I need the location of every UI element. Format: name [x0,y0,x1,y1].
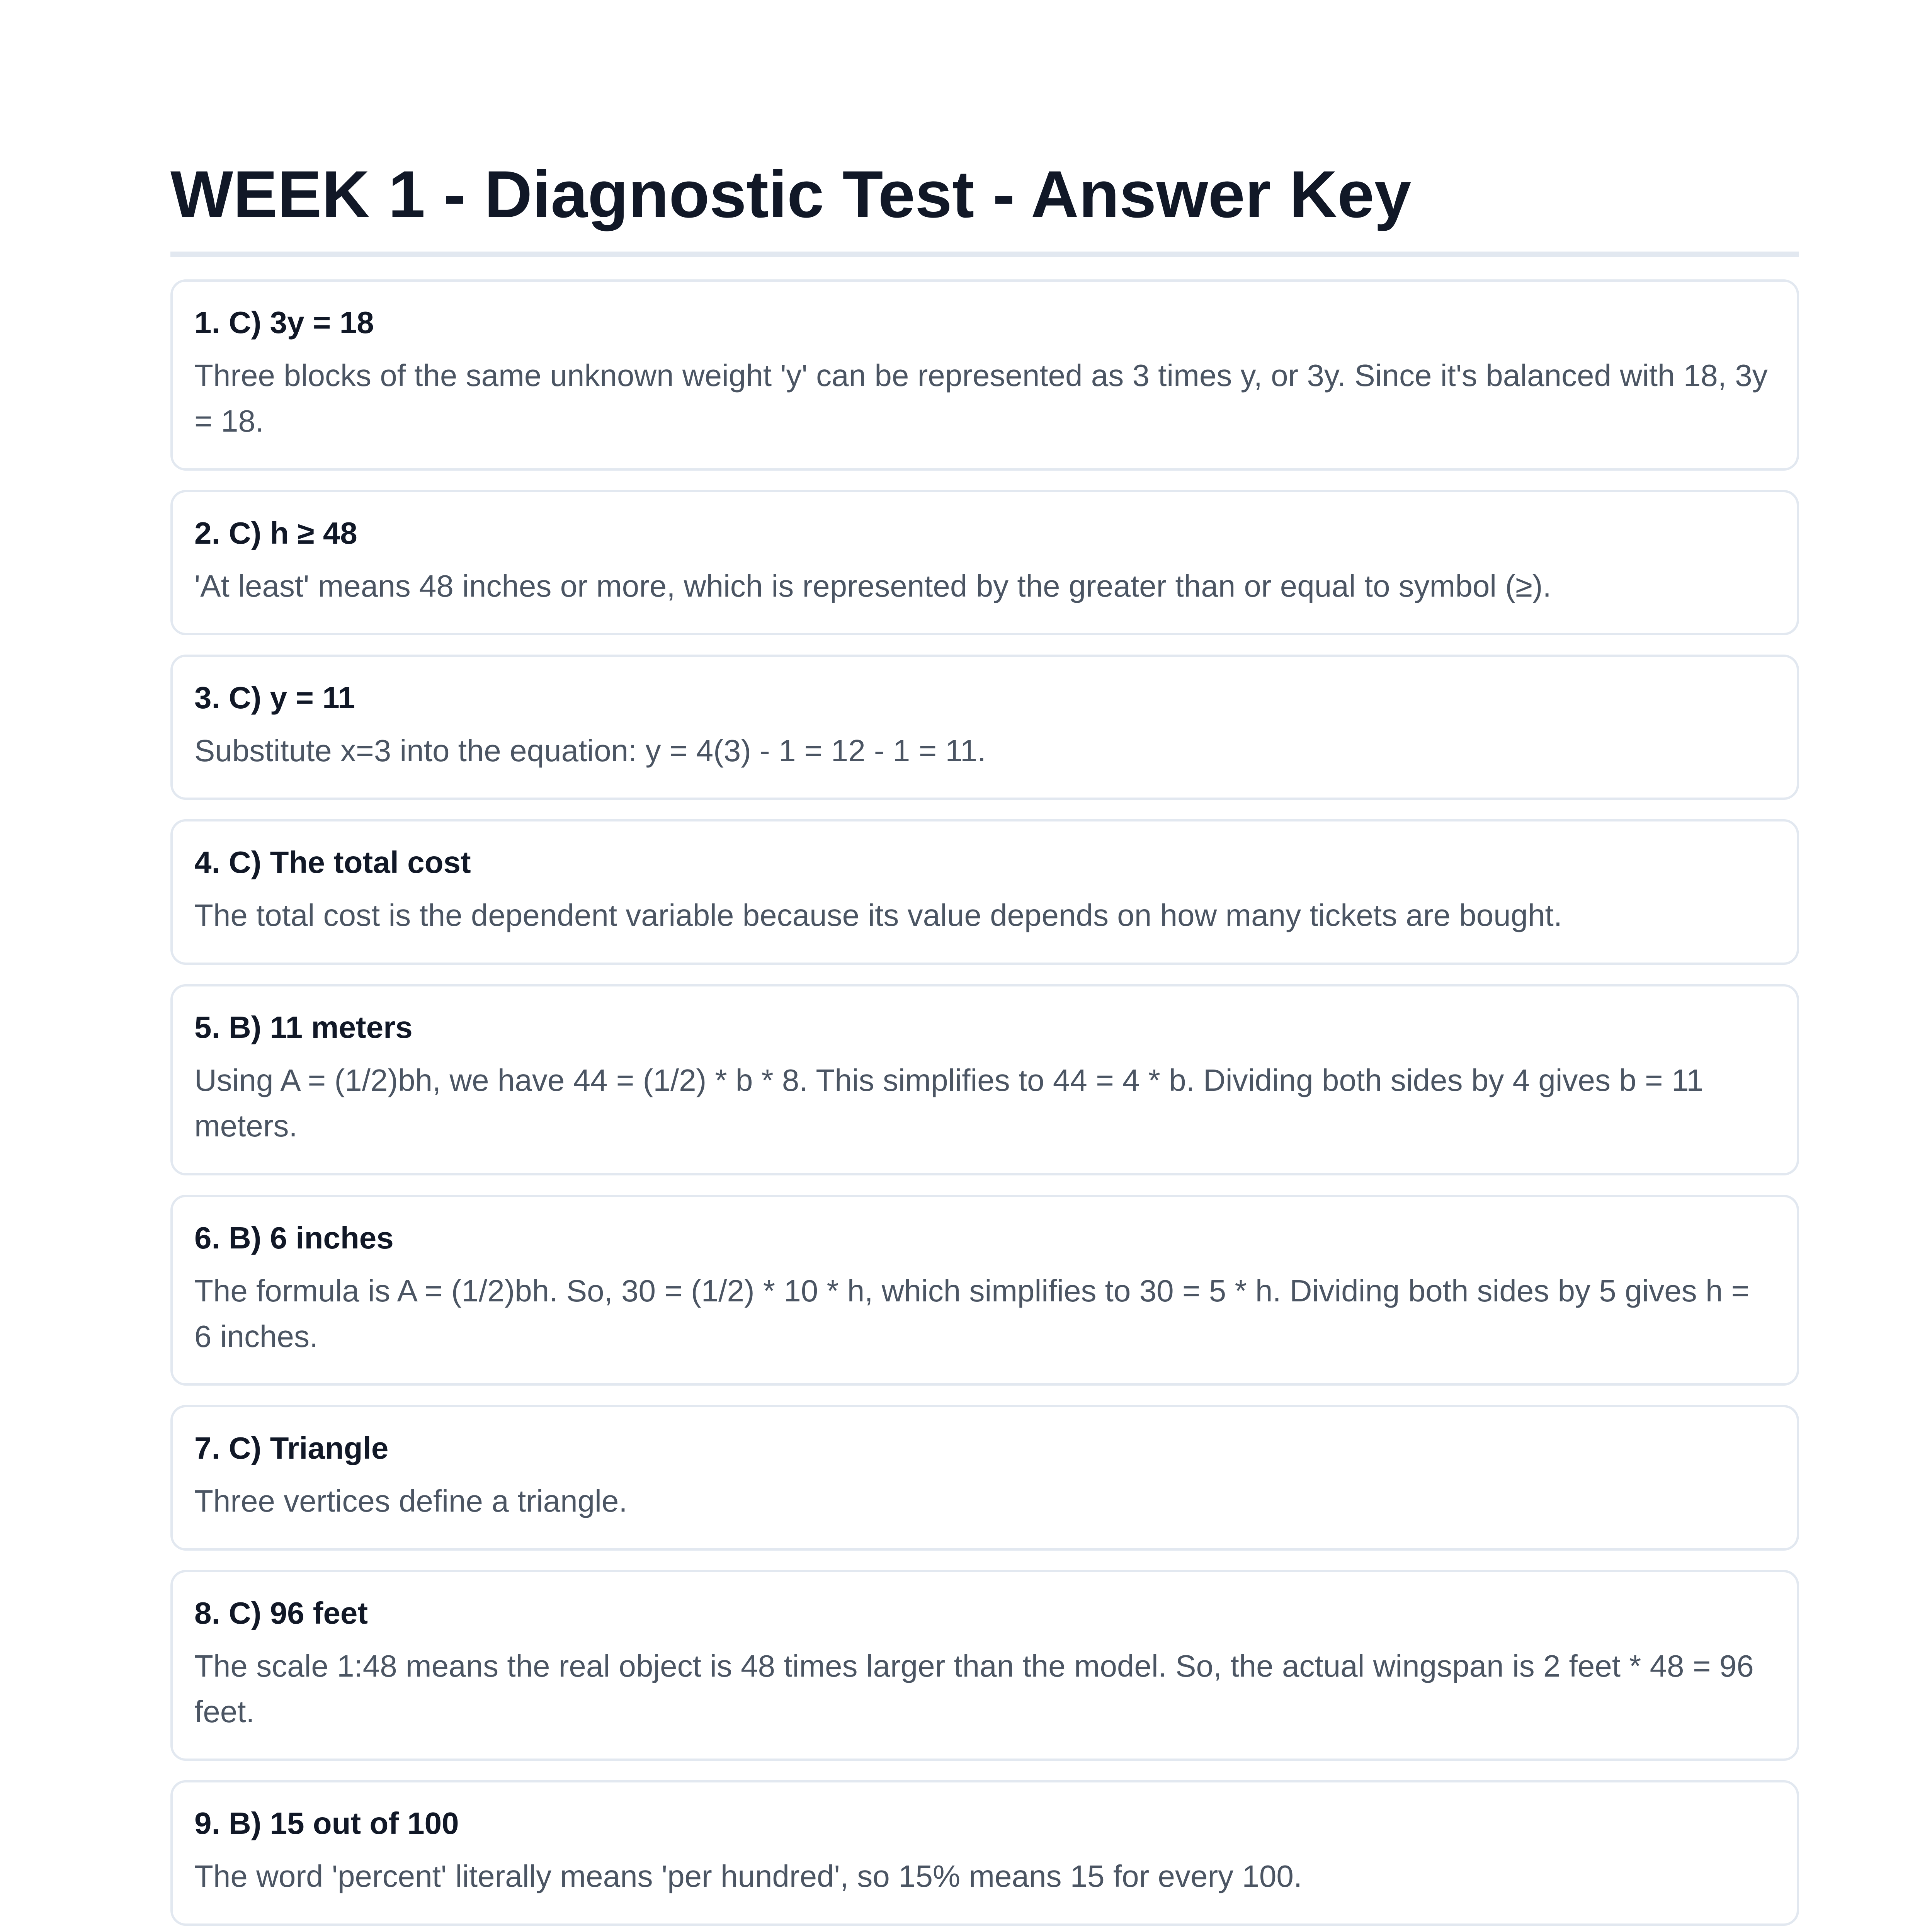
answer-card-7 [170,1405,1799,1550]
explanation-2: 'At least' means 48 inches or more, which is represented by the greater than or equal to symbol (≥). [194,568,1551,603]
explanation-7: Three vertices define a triangle. [194,1484,628,1519]
answer-4: 4. C) The total cost [194,845,471,880]
answer-6: 6. B) 6 inches [194,1220,394,1255]
answer-list [170,279,1799,1932]
answer-8: 8. C) 96 feet [194,1595,368,1630]
explanation-4: The total cost is the dependent variable because its value depends on how many tickets are bought. [194,898,1562,933]
answer-card-2 [170,490,1799,635]
explanation-8: The scale 1:48 means the real object is 48 times larger than the model. So, the actual wingspan is 2 feet * 48 = 96 feet. [194,1648,1754,1729]
answer-card-3 [170,655,1799,800]
answer-5: 5. B) 11 meters [194,1010,413,1044]
explanation-3: Substitute x=3 into the equation: y = 4(3) - 1 = 12 - 1 = 11. [194,733,986,768]
explanation-5: Using A = (1/2)bh, we have 44 = (1/2) * b * 8. This simplifies to 44 = 4 * b. Dividing both sides by 4 gives b = 11 meters. [194,1063,1704,1143]
answer-key-page [170,156,1799,1932]
answer-card-8 [170,1570,1799,1761]
explanation-1: Three blocks of the same unknown weight 'y' can be represented as 3 times y, or 3y. Since it's balanced with 18, 3y = 18. [194,358,1768,439]
page-title: WEEK 1 - Diagnostic Test - Answer Key [170,156,1799,257]
answer-card-5 [170,984,1799,1175]
answer-7: 7. C) Triangle [194,1431,389,1466]
answer-card-1 [170,279,1799,471]
answer-9: 9. B) 15 out of 100 [194,1806,459,1841]
explanation-9: The word 'percent' literally means 'per hundred', so 15% means 15 for every 100. [194,1859,1303,1894]
answer-3: 3. C) y = 11 [194,680,355,715]
answer-card-4 [170,819,1799,964]
answer-1: 1. C) 3y = 18 [194,305,374,340]
answer-card-9 [170,1780,1799,1925]
answer-2: 2. C) h ≥ 48 [194,515,357,550]
explanation-6: The formula is A = (1/2)bh. So, 30 = (1/2) * 10 * h, which simplifies to 30 = 5 * h. Dividing both sides by 5 gives h = 6 inches. [194,1273,1750,1354]
answer-card-6 [170,1195,1799,1386]
